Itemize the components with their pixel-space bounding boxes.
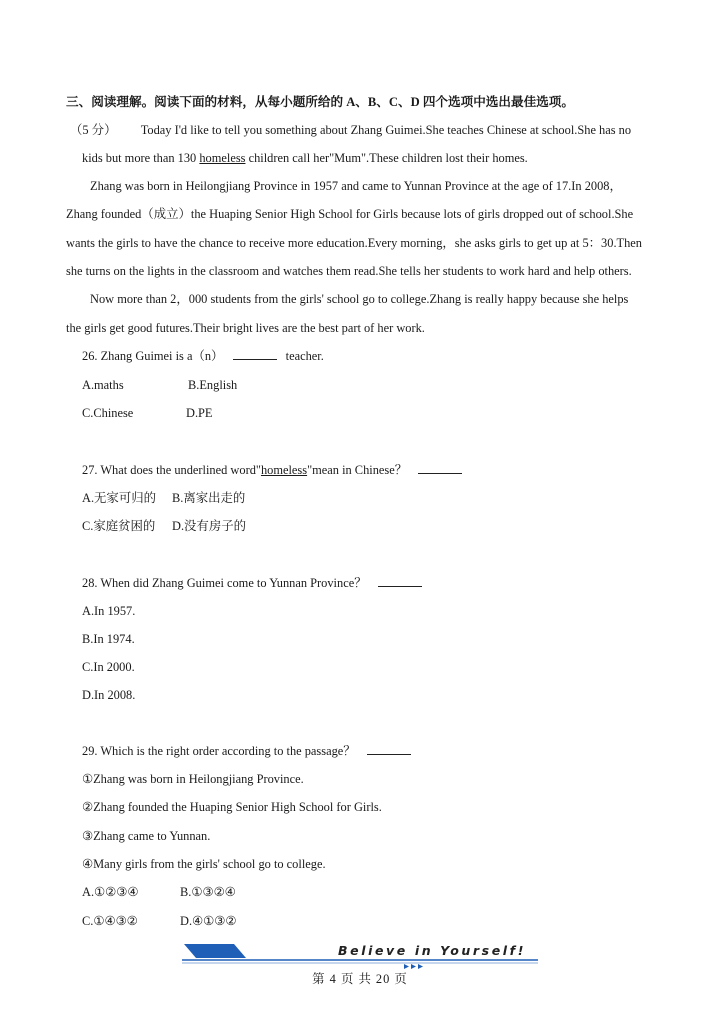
question-29-options-row-2 <box>82 913 236 929</box>
question-27-stem <box>82 462 462 478</box>
passage-p1-b1: kids but more than 130 <box>82 151 200 165</box>
passage-line-5: wants the girls to have the chance to receive more education.Every morning，she asks girls to get up at 5：30.Then <box>66 236 642 250</box>
underlined-word-homeless: homeless <box>199 151 246 165</box>
score-label: （5 分） <box>70 123 117 137</box>
passage-line-1 <box>70 122 631 138</box>
question-27-text-b: "mean in Chinese？ <box>307 463 408 477</box>
question-29-options-row-1 <box>82 884 236 900</box>
passage-p1-a: Today I'd like to tell you something about Zhang Guimei.She teaches Chinese at school.She has no <box>140 123 632 137</box>
question-26-option-c[interactable]: C.Chinese <box>82 406 134 420</box>
passage-line-4: Zhang founded（成立）the Huaping Senior High School for Girls because lots of girls dropped out of school.She <box>66 207 634 221</box>
question-27-options-row-2 <box>82 518 246 534</box>
question-26-stem <box>82 348 324 364</box>
question-26-text: 26. Zhang Guimei is a（n） <box>82 349 224 363</box>
question-27-option-d[interactable]: D.没有房子的 <box>172 519 246 533</box>
question-27-answer-blank[interactable] <box>418 462 462 474</box>
question-29-event-2: ②Zhang founded the Huaping Senior High School for Girls. <box>82 800 382 814</box>
passage-line-2 <box>82 150 528 166</box>
question-29-option-a[interactable]: A.①②③④ <box>82 885 139 899</box>
question-29-event-3: ③Zhang came to Yunnan. <box>82 829 211 843</box>
question-29-answer-blank[interactable] <box>367 743 411 755</box>
page-number: 第 4 页 共 20 页 <box>312 972 408 986</box>
question-28-option-b[interactable]: B.In 1974. <box>82 632 135 646</box>
question-29-option-b[interactable]: B.①③②④ <box>180 885 236 899</box>
question-27-option-c[interactable]: C.家庭贫困的 <box>82 519 156 533</box>
question-26-option-d[interactable]: D.PE <box>186 406 213 420</box>
question-29-stem <box>82 743 411 759</box>
question-26-tail: teacher. <box>285 349 324 363</box>
question-26-options-row-1 <box>82 377 237 393</box>
passage-line-3: Zhang was born in Heilongjiang Province in 1957 and came to Yunnan Province at the age of 17.In 2008， <box>90 179 622 193</box>
question-29-event-4: ④Many girls from the girls' school go to college. <box>82 857 326 871</box>
question-26-options-row-2 <box>82 405 213 421</box>
question-29-text: 29. Which is the right order according to the passage？ <box>82 744 356 758</box>
question-28-option-d[interactable]: D.In 2008. <box>82 688 136 702</box>
question-29-event-1: ①Zhang was born in Heilongjiang Province. <box>82 772 304 786</box>
question-27-options-row-1 <box>82 490 245 506</box>
question-27-option-b[interactable]: B.离家出走的 <box>172 491 246 505</box>
question-28-stem <box>82 575 422 591</box>
question-28-answer-blank[interactable] <box>378 575 422 587</box>
footer-blue-parallelogram <box>184 944 246 958</box>
question-26-option-b[interactable]: B.English <box>188 378 238 392</box>
passage-line-8: the girls get good futures.Their bright lives are the best part of her work. <box>66 321 425 335</box>
passage-line-6: she turns on the lights in the classroom and watches them read.She tells her students to work hard and help others. <box>66 264 632 278</box>
question-26-answer-blank[interactable] <box>233 348 277 360</box>
question-29-option-d[interactable]: D.④①③② <box>180 914 237 928</box>
question-28-option-c[interactable]: C.In 2000. <box>82 660 135 674</box>
question-28-text: 28. When did Zhang Guimei come to Yunnan Province？ <box>82 576 367 590</box>
question-27-option-a[interactable]: A.无家可归的 <box>82 491 156 505</box>
question-29-option-c[interactable]: C.①④③② <box>82 914 138 928</box>
question-27-text-a: 27. What does the underlined word" <box>82 463 261 477</box>
footer-slogan: Believe in Yourself! <box>338 943 526 958</box>
question-26-option-a[interactable]: A.maths <box>82 378 124 392</box>
passage-line-7: Now more than 2，000 students from the girls' school go to college.Zhang is really happy because she helps <box>90 292 629 306</box>
section-heading: 三、阅读理解。阅读下面的材料，从每小题所给的 A、B、C、D 四个选项中选出最佳选项。 <box>66 95 574 109</box>
question-27-underlined-word: homeless <box>260 463 308 477</box>
question-28-option-a[interactable]: A.In 1957. <box>82 604 136 618</box>
passage-p1-b2: children call her"Mum".These children lost their homes. <box>245 151 528 165</box>
